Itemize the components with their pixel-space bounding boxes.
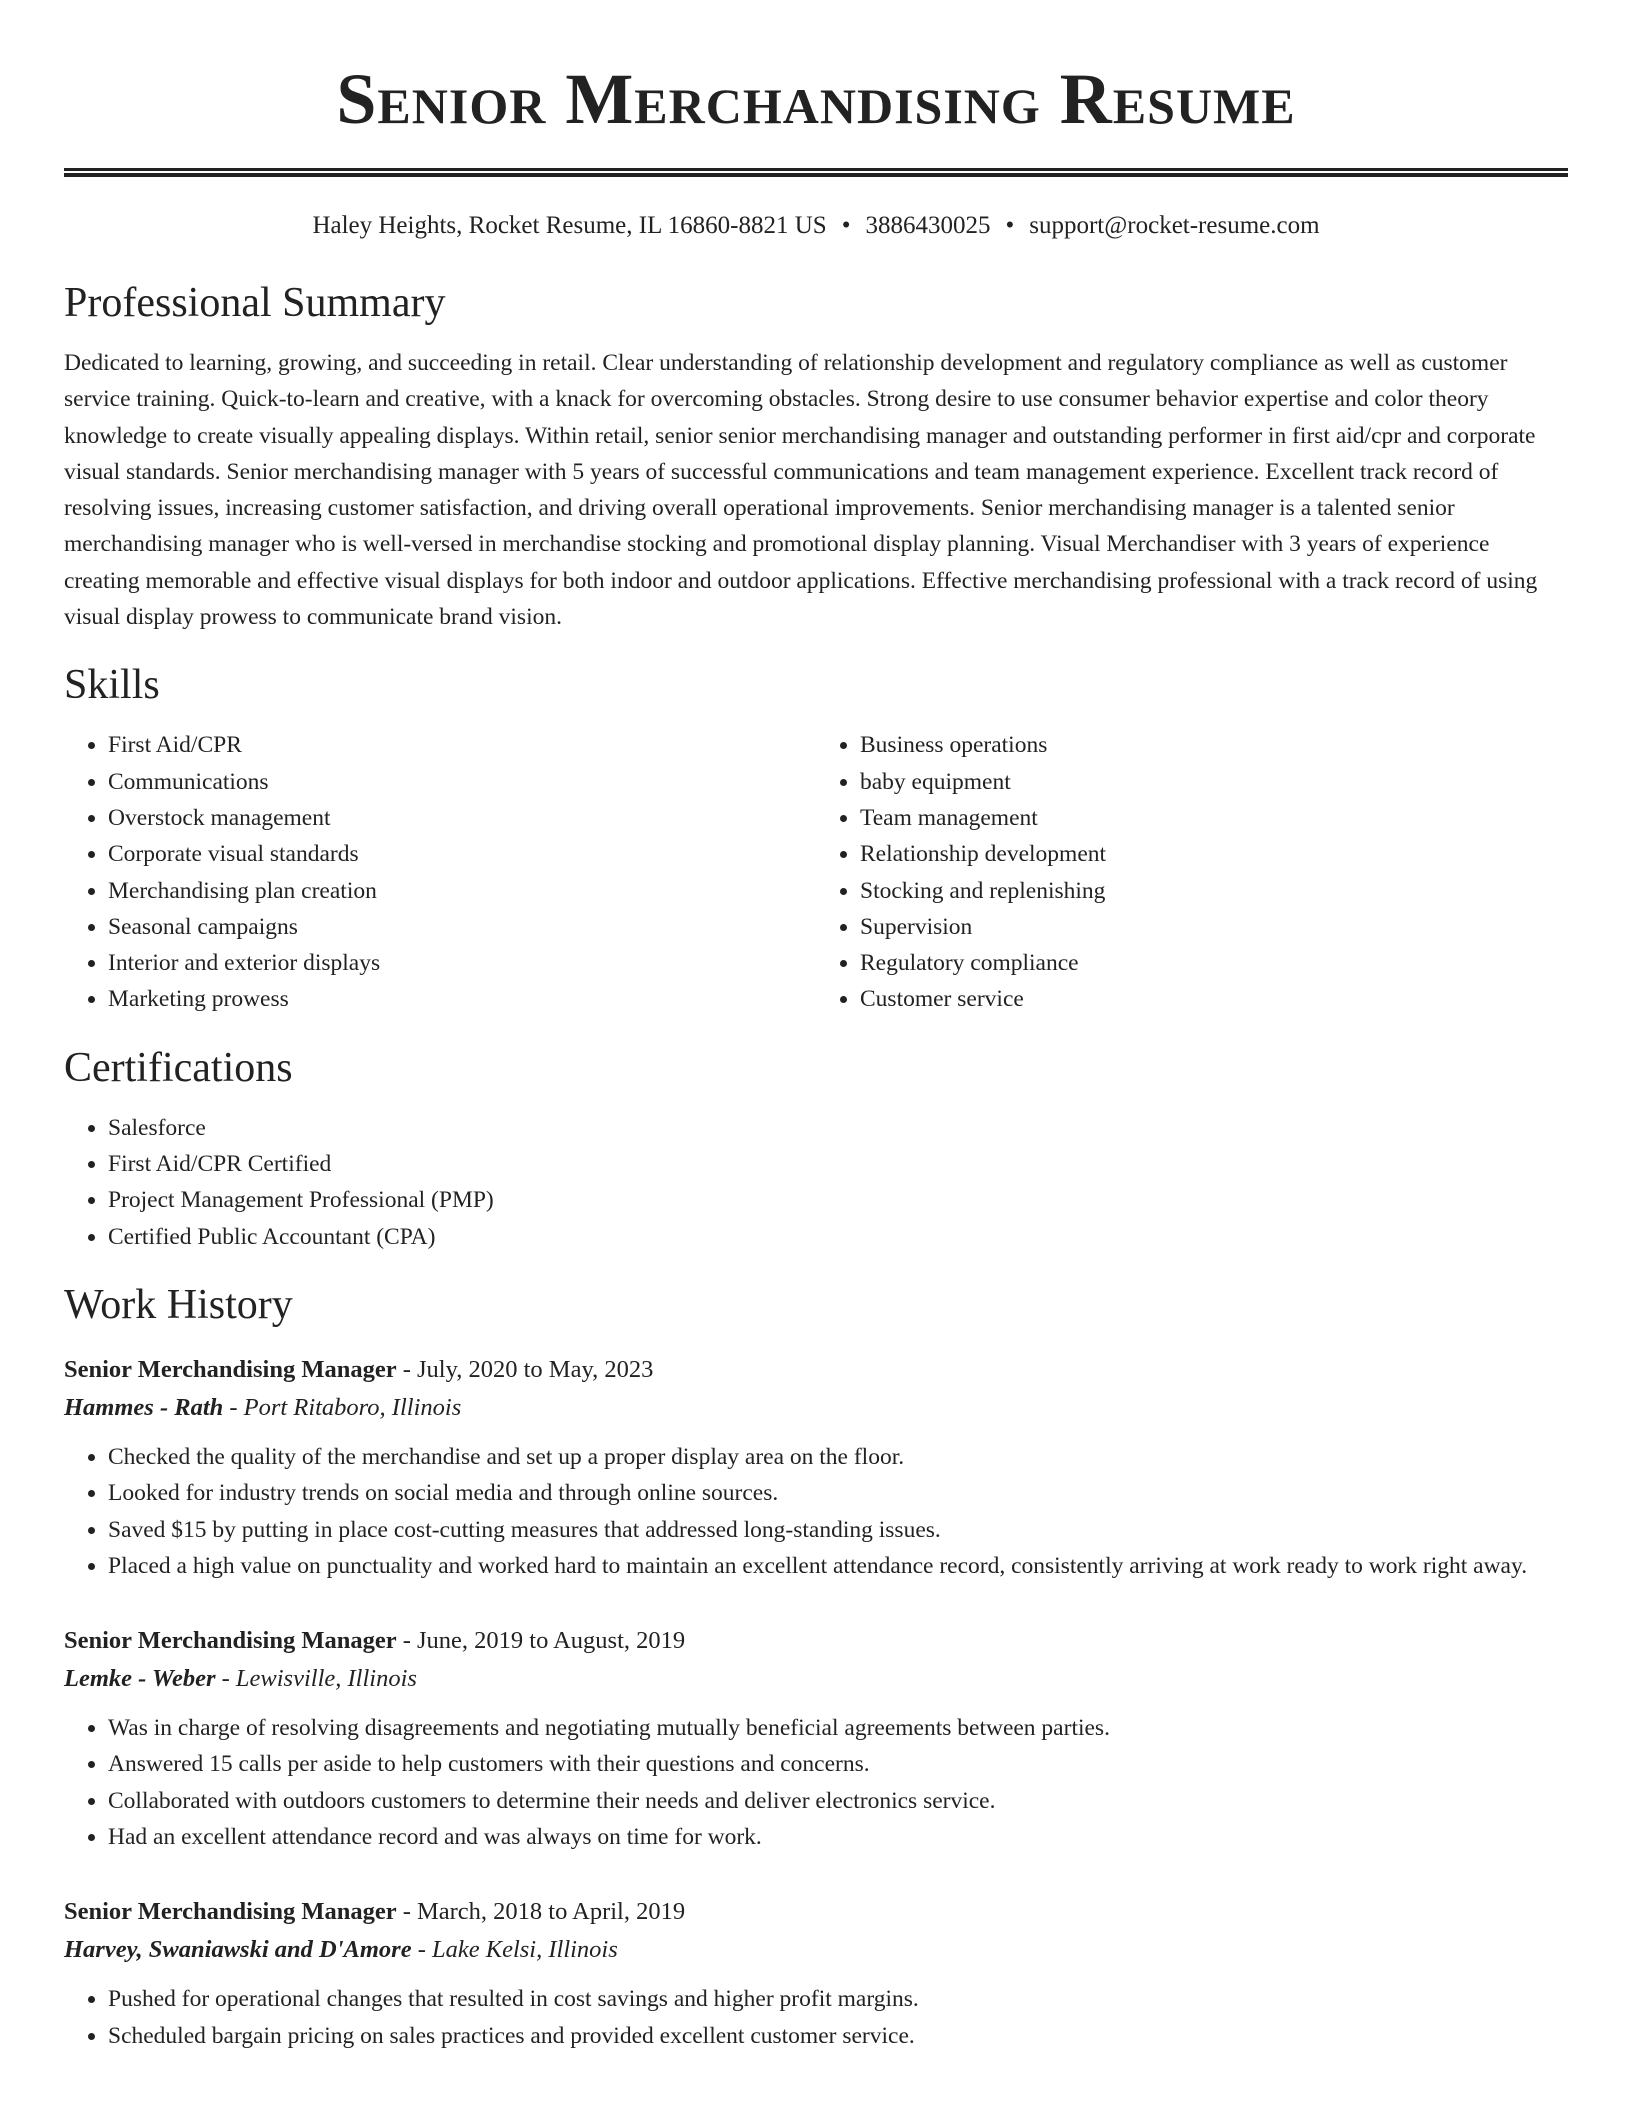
skill-item: • Relationship development	[860, 836, 1568, 872]
job-bullet: • Had an excellent attendance record and was always on time for work.	[108, 1819, 1568, 1855]
job-bullet: • Looked for industry trends on social media and through online sources.	[108, 1475, 1568, 1511]
job-bullet: • Checked the quality of the merchandise and set up a proper display area on the floor.	[108, 1439, 1568, 1475]
contact-separator: •	[841, 212, 851, 239]
job-title-line	[64, 1893, 1568, 1931]
job-company-line	[64, 1931, 1568, 1969]
job-bullet: • Collaborated with outdoors customers to determine their needs and deliver electronics service.	[108, 1783, 1568, 1819]
job-company: Lemke - Weber	[64, 1665, 216, 1693]
job-role: Senior Merchandising Manager	[64, 1627, 397, 1655]
certification-item: • First Aid/CPR Certified	[108, 1146, 1568, 1182]
contact-phone: 3886430025	[865, 212, 991, 239]
certification-item: • Salesforce	[108, 1110, 1568, 1146]
job-dates: - March, 2018 to April, 2019	[396, 1898, 686, 1926]
certification-item: • Project Management Professional (PMP)	[108, 1182, 1568, 1218]
job-dates: - July, 2020 to May, 2023	[396, 1355, 654, 1383]
skill-item: • Corporate visual standards	[108, 836, 816, 872]
job-entry	[64, 1893, 1568, 2054]
job-role: Senior Merchandising Manager	[64, 1898, 397, 1926]
job-bullet: • Was in charge of resolving disagreements and negotiating mutually beneficial agreements between parties.	[108, 1710, 1568, 1746]
job-bullets	[64, 1981, 1568, 2054]
skills-grid	[64, 727, 1568, 1017]
skills-heading: Skills	[64, 662, 160, 709]
job-bullets	[64, 1439, 1568, 1584]
job-location: - Port Ritaboro, Illinois	[223, 1393, 462, 1421]
skill-item: • Merchandising plan creation	[108, 873, 816, 909]
skills-list-left	[64, 727, 816, 1017]
certification-item: • Certified Public Accountant (CPA)	[108, 1219, 1568, 1255]
job-company: Hammes - Rath	[64, 1393, 224, 1421]
job-bullets	[64, 1710, 1568, 1855]
skill-item: • Interior and exterior displays	[108, 945, 816, 981]
skills-list-right	[816, 727, 1568, 1017]
skills-section	[64, 661, 1568, 1017]
job-company: Harvey, Swaniawski and D'Amore	[64, 1936, 412, 1964]
job-bullet: • Saved $15 by putting in place cost-cutting measures that addressed long-standing issues.	[108, 1512, 1568, 1548]
certifications-heading: Certifications	[64, 1044, 293, 1091]
skill-item: • Business operations	[860, 727, 1568, 763]
work-history-heading: Work History	[64, 1281, 293, 1328]
title-double-rule	[64, 168, 1568, 177]
skill-item: • baby equipment	[860, 764, 1568, 800]
contact-address: Haley Heights, Rocket Resume, IL 16860-8821 US	[312, 212, 827, 239]
skill-item: • Marketing prowess	[108, 981, 816, 1017]
certifications-section	[64, 1044, 1568, 1255]
skill-item: • Communications	[108, 764, 816, 800]
job-bullet: • Placed a high value on punctuality and worked hard to maintain an excellent attendance record, consistently arriving at work ready to work right away.	[108, 1548, 1568, 1584]
skill-item: • Stocking and replenishing	[860, 873, 1568, 909]
skill-item: • Seasonal campaigns	[108, 909, 816, 945]
job-bullet: • Pushed for operational changes that resulted in cost savings and higher profit margins.	[108, 1981, 1568, 2017]
summary-text: Dedicated to learning, growing, and succeeding in retail. Clear understanding of relationship development and regulatory compliance as well as customer service training. Quick-to-learn and creative, with a knack for overcoming obstacles. Strong desire to use consumer behavior expertise and color theory knowledge to create visually appealing displays. Within retail, senior senior merchandising manager and outstanding performer in first aid/cpr and corporate visual standards. Senior merchandising manager with 5 years of successful communications and team management experience. Excellent track record of resolving issues, increasing customer satisfaction, and driving overall operational improvements. Senior merchandising manager is a talented senior merchandising manager who is well-versed in merchandise stocking and promotional display planning. Visual Merchandiser with 3 years of experience creating memorable and effective visual displays for both indoor and outdoor applications. Effective merchandising professional with a track record of using visual display prowess to communicate brand vision.	[64, 350, 1538, 631]
summary-section	[64, 279, 1568, 635]
contact-email: support@rocket-resume.com	[1029, 212, 1320, 239]
certifications-list	[64, 1110, 1568, 1255]
job-title-line	[64, 1351, 1568, 1389]
summary-heading: Professional Summary	[64, 280, 446, 326]
job-company-line	[64, 1389, 1568, 1427]
contact-separator: •	[1005, 212, 1015, 239]
resume-page	[64, 0, 1568, 2054]
job-entry	[64, 1351, 1568, 1584]
skill-item: • Supervision	[860, 909, 1568, 945]
skill-item: • Regulatory compliance	[860, 945, 1568, 981]
skill-item: • Team management	[860, 800, 1568, 836]
skill-item: • First Aid/CPR	[108, 727, 816, 763]
skill-item: • Overstock management	[108, 800, 816, 836]
job-role: Senior Merchandising Manager	[64, 1355, 397, 1383]
job-dates: - June, 2019 to August, 2019	[396, 1627, 686, 1655]
job-entry	[64, 1622, 1568, 1855]
contact-line	[64, 211, 1568, 241]
job-title-line	[64, 1622, 1568, 1660]
job-location: - Lake Kelsi, Illinois	[411, 1936, 618, 1964]
job-company-line	[64, 1660, 1568, 1698]
work-history-section	[64, 1281, 1568, 2054]
skill-item: • Customer service	[860, 981, 1568, 1017]
job-bullet: • Answered 15 calls per aside to help customers with their questions and concerns.	[108, 1746, 1568, 1782]
job-bullet: • Scheduled bargain pricing on sales practices and provided excellent customer service.	[108, 2018, 1568, 2054]
resume-title: Senior Merchandising Resume	[336, 59, 1296, 139]
job-location: - Lewisville, Illinois	[215, 1665, 417, 1693]
